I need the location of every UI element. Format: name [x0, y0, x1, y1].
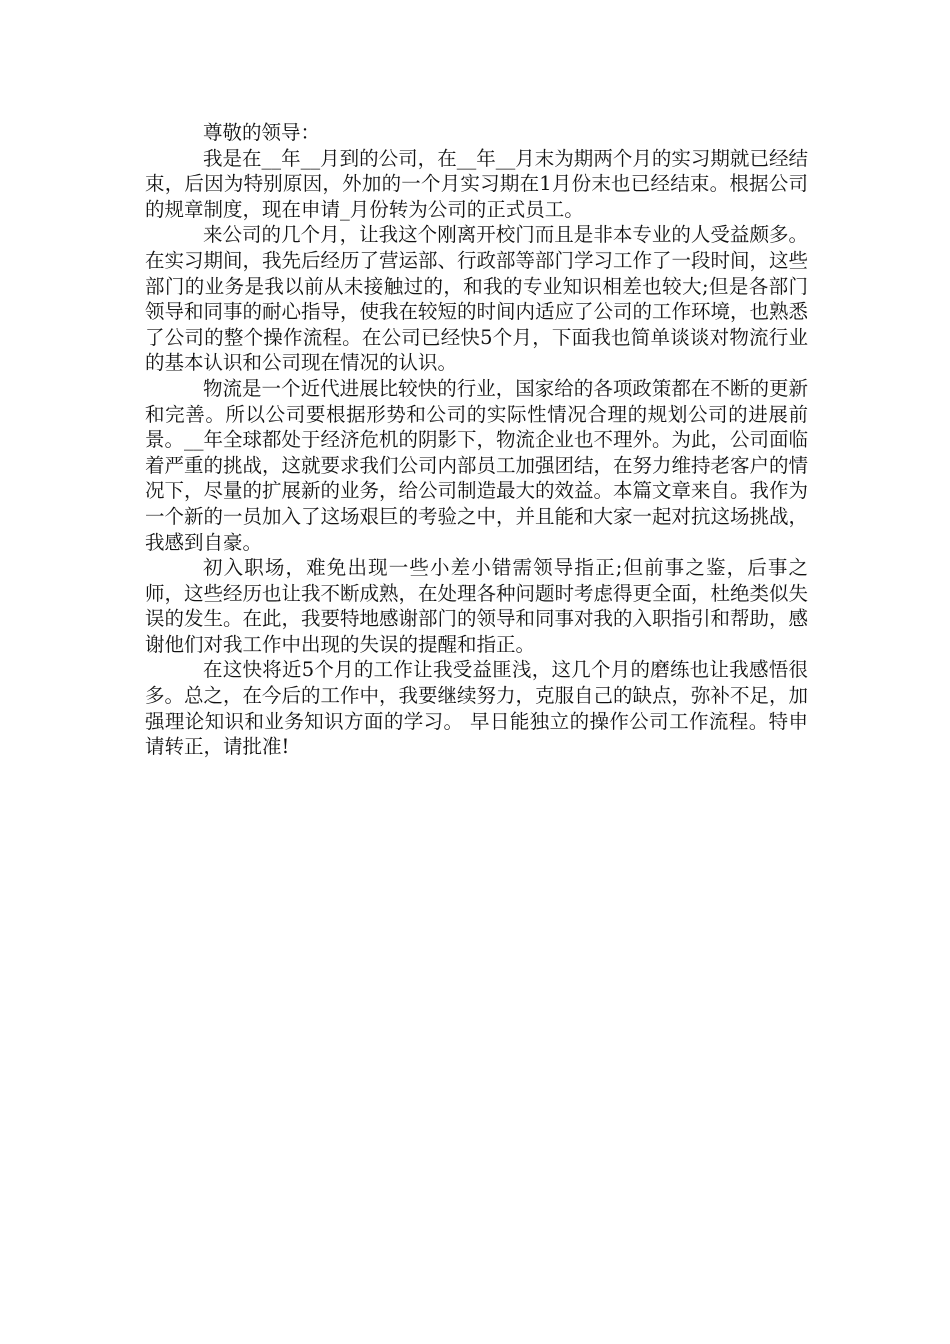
paragraph-5: 在这快将近5个月的工作让我受益匪浅，这几个月的磨练也让我感悟很多。总之，在今后的工作中，我要继续努力，克服自己的缺点，弥补不足，加强理论知识和业务知识方面的学习。 早日能独立的操作公司工作流程。特申请转正，请批准! [145, 658, 809, 759]
salutation: 尊敬的领导： [203, 121, 321, 144]
paragraph-4: 初入职场，难免出现一些小差小错需领导指正;但前事之鉴，后事之师，这些经历也让我不断成熟，在处理各种问题时考虑得更全面，杜绝类似失误的发生。在此，我要特地感谢部门的领导和同事对我的入职指引和帮助，感谢他们对我工作中出现的失误的提醒和指正。 [145, 556, 809, 656]
paragraph-2: 来公司的几个月，让我这个刚离开校门而且是非本专业的人受益颇多。在实习期间，我先后经历了营运部、行政部等部门学习工作了一段时间，这些部门的业务是我以前从未接触过的，和我的专业知识相差也较大;但是各部门领导和同事的耐心指导，使我在较短的时间内适应了公司的工作环境，也熟悉了公司的整个操作流程。在公司已经快5个月，下面我也简单谈谈对物流行业的基本认识和公司现在情况的认识。 [145, 223, 809, 375]
paragraph-3: 物流是一个近代进展比较快的行业，国家给的各项政策都在不断的更新和完善。所以公司要根据形势和公司的实际性情况合理的规划公司的进展前景。__年全球都处于经济危机的阴影下，物流企业也不理外。为此，公司面临着严重的挑战，这就要求我们公司内部员工加强团结，在努力维持老客户的情况下，尽量的扩展新的业务，给公司制造最大的效益。本篇文章来自。我作为一个新的一员加入了这场艰巨的考验之中，并且能和大家一起对抗这场挑战，我感到自豪。 [145, 376, 809, 554]
paragraph-1: 我是在__年__月到的公司，在__年__月末为期两个月的实习期就已经结束，后因为特别原因，外加的一个月实习期在1月份末也已经结束。根据公司的规章制度，现在申请_月份转为公司的正式员工。 [145, 146, 808, 221]
letter-body [145, 120, 808, 760]
